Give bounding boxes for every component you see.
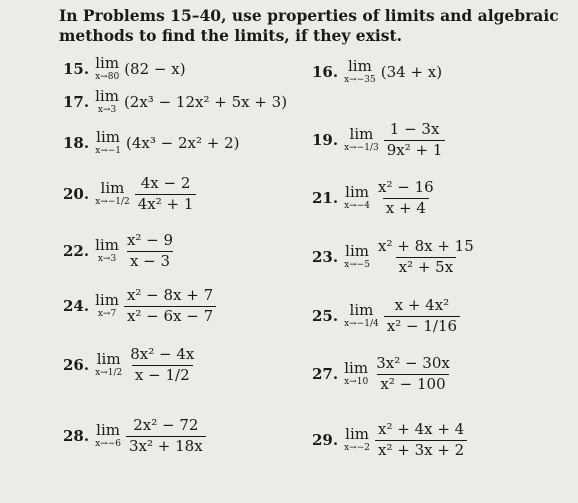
denominator: x² − 1/16 (384, 316, 460, 335)
problem-24 (63, 288, 216, 325)
denominator: x² − 6x − 7 (124, 306, 216, 325)
limit-subscript: x→−1/4 (344, 319, 379, 330)
numerator: x² − 9 (126, 231, 174, 249)
problem-number: 17. (63, 93, 90, 111)
limit-operator: lim x→−35 (344, 57, 376, 85)
limit-subscript: x→3 (97, 105, 117, 115)
limit-expression: (34 + x) (380, 63, 443, 81)
fraction (375, 422, 467, 459)
problem-number: 16. (312, 63, 339, 81)
limit-operator: lim x→80 (95, 54, 120, 82)
limit-subscript: x→−5 (344, 260, 370, 271)
limit-operator: lim x→3 (95, 236, 119, 265)
denominator: x² − 100 (377, 374, 448, 393)
problem-number: 15. (63, 60, 90, 78)
numerator: x² + 8x + 15 (378, 237, 474, 255)
limit-expression: (2x³ − 12x² + 5x + 3) (123, 93, 288, 111)
problem-22 (63, 233, 176, 270)
limit-subscript: x→7 (97, 309, 117, 320)
denominator: x² + 5x (396, 257, 457, 276)
limit-operator: lim x→−1/4 (344, 301, 379, 330)
problem-number: 20. (63, 185, 90, 204)
problem-27 (312, 356, 453, 393)
fraction (126, 418, 206, 455)
problem-number: 23. (312, 248, 339, 267)
problem-number: 21. (312, 189, 339, 208)
problem-number: 28. (63, 427, 90, 446)
problem-26 (63, 347, 197, 384)
limit-subscript: x→−4 (344, 201, 370, 212)
problem-number: 29. (312, 431, 339, 450)
limit-operator: lim x→−6 (95, 421, 121, 450)
problem-15 (63, 56, 186, 82)
problem-number: 27. (312, 365, 339, 384)
problem-28 (63, 418, 206, 455)
fraction (124, 288, 216, 325)
denominator: 3x² + 18x (126, 436, 206, 455)
limit-operator: lim x→1/2 (95, 350, 123, 379)
denominator: x − 3 (127, 251, 173, 270)
numerator: x² − 8x + 7 (126, 286, 214, 304)
limit-subscript: x→−1/3 (344, 143, 379, 154)
limit-subscript: x→−35 (344, 75, 376, 85)
problem-19 (312, 122, 445, 159)
fraction (384, 298, 460, 335)
fraction (124, 233, 176, 270)
fraction (384, 122, 446, 159)
problem-number: 22. (63, 242, 90, 261)
limit-subscript: x→−1/2 (95, 197, 130, 208)
problem-number: 24. (63, 297, 90, 316)
denominator: x + 4 (383, 198, 429, 217)
problem-number: 18. (63, 134, 90, 152)
numerator: 1 − 3x (389, 120, 440, 138)
numerator: x + 4x² (394, 296, 450, 314)
limit-subscript: x→10 (344, 377, 369, 388)
denominator: 4x² + 1 (135, 194, 197, 213)
limit-operator: lim x→7 (95, 291, 119, 320)
numerator: x² − 16 (378, 178, 434, 196)
limit-operator: lim x→−2 (344, 425, 370, 454)
limit-subscript: x→1/2 (95, 368, 123, 379)
problem-number: 26. (63, 356, 90, 375)
limit-operator: lim x→−4 (344, 183, 370, 212)
limit-subscript: x→−1 (95, 146, 121, 156)
numerator: 3x² − 30x (376, 354, 450, 372)
numerator: x² + 4x + 4 (378, 420, 465, 438)
limit-expression: (82 − x) (124, 60, 186, 78)
problem-29 (312, 422, 467, 459)
numerator: 4x − 2 (140, 174, 191, 192)
problem-number: 25. (312, 307, 339, 326)
limit-operator: lim x→−1/2 (95, 179, 130, 208)
fraction (127, 347, 197, 384)
limit-operator: lim x→−5 (344, 242, 370, 271)
problem-23 (312, 239, 477, 276)
limit-subscript: x→−6 (95, 439, 121, 450)
limit-operator: lim x→−1 (95, 128, 121, 156)
problem-17 (63, 89, 287, 115)
numerator: 8x² − 4x (130, 345, 195, 363)
instructions-heading: In Problems 15–40, use properties of limits and algebraic methods to find the limits, if they exist. (59, 6, 559, 45)
numerator: 2x² − 72 (133, 416, 199, 434)
problem-number: 19. (312, 131, 339, 150)
fraction (375, 239, 477, 276)
limit-subscript: x→−2 (344, 443, 370, 454)
problem-21 (312, 180, 437, 217)
limit-operator: lim x→3 (95, 87, 119, 115)
problem-25 (312, 298, 460, 335)
problem-16 (312, 59, 442, 85)
limit-operator: lim x→10 (344, 359, 369, 388)
limit-subscript: x→80 (95, 72, 120, 82)
limit-expression: (4x³ − 2x² + 2) (126, 134, 240, 152)
problem-20 (63, 176, 196, 213)
denominator: x − 1/2 (132, 365, 193, 384)
problem-18 (63, 130, 240, 156)
denominator: 9x² + 1 (384, 140, 446, 159)
limit-operator: lim x→−1/3 (344, 125, 379, 154)
limit-subscript: x→3 (97, 254, 117, 265)
fraction (375, 180, 437, 217)
fraction (135, 176, 197, 213)
fraction (373, 356, 453, 393)
denominator: x² + 3x + 2 (375, 440, 467, 459)
